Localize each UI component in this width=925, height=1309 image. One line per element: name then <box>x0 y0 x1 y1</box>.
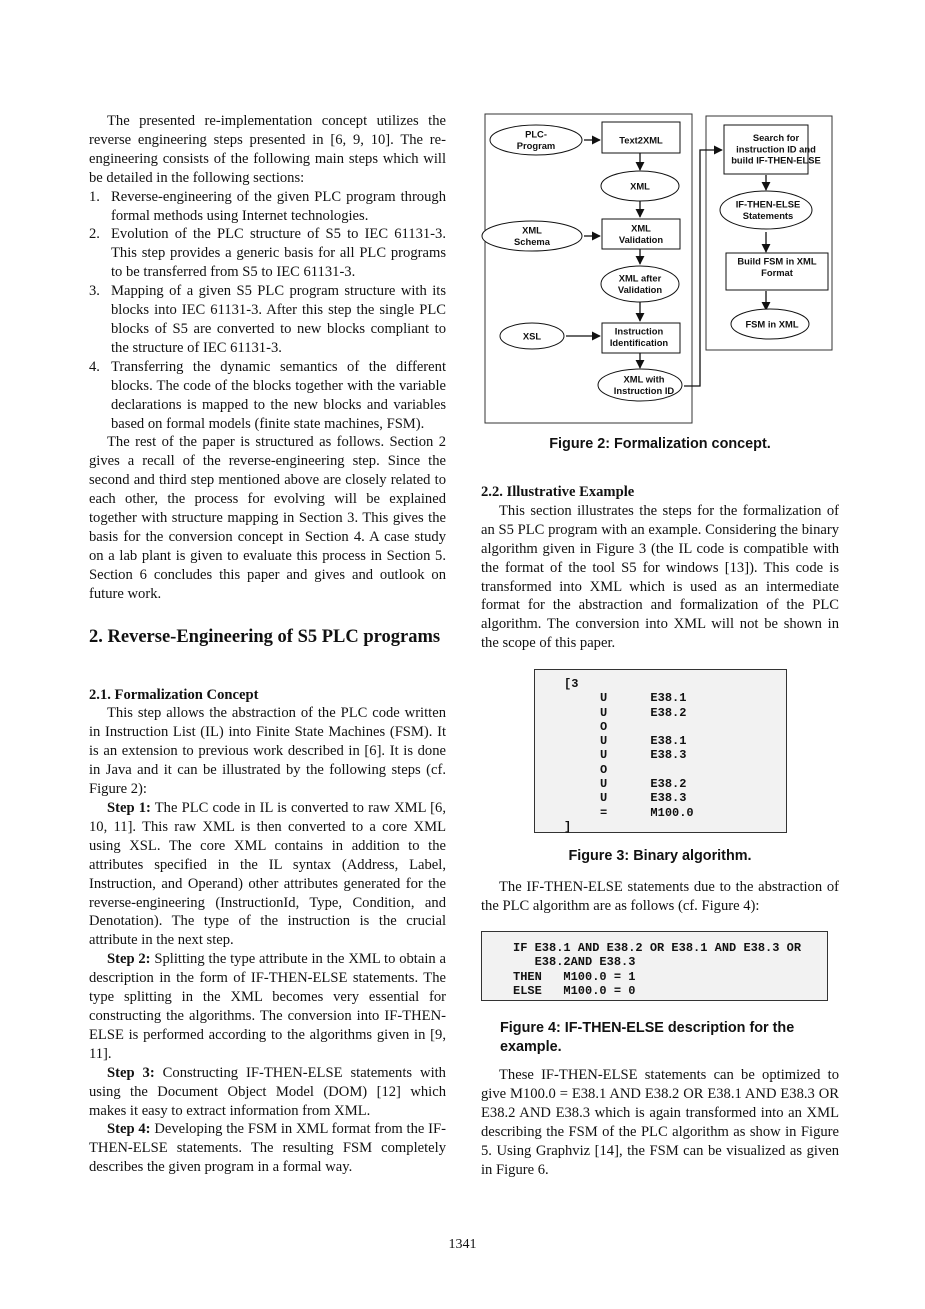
diagram-label-build-fsm: Build FSM in XML Format <box>737 255 817 278</box>
diagram-label-xsl: XSL <box>522 330 542 342</box>
diagram-label-plc-program: PLC-Program <box>516 128 556 151</box>
step-paragraph: Step 2: Splitting the type attribute in the XML to obtain a description in the form of IF-THEN-ELSE statements. The type splitting in the XML becomes very essential for constructing the algorithms. The conversion into IF-THEN-ELSE is performed according to the algorithms given in [9, 11]. <box>89 951 446 1062</box>
diagram-label-text2xml: Text2XML <box>619 134 663 146</box>
final-paragraph: These IF-THEN-ELSE statements can be optimized to give M100.0 = E38.1 AND E38.2 OR E38.1 AND E38.3 OR E38.2 AND E38.3 which is again transformed into an XML describing the FSM of the PLC algorithm as show in Figure 5. Using Graphviz [14], the FSM can be visualized as given in Figure 6. <box>481 1067 839 1178</box>
intro-paragraph: The presented re-implementation concept utilizes the reverse engineering steps presented in [6, 9, 10]. The re-engineering consists of the following main steps which will be detailed in the following sections: <box>89 113 446 186</box>
subsection-heading: 2.1. Formalization Concept <box>89 686 259 703</box>
section-heading: 2. Reverse-Engineering of S5 PLC programs <box>89 626 441 647</box>
fig4-intro-paragraph: The IF-THEN-ELSE statements due to the abstraction of the PLC algorithm are as follows (cf. Figure 4): <box>481 879 839 914</box>
diagram-label-xml: XML <box>630 180 650 192</box>
figure4-caption: Figure 4: IF-THEN-ELSE description for the example. <box>500 1020 795 1055</box>
diagram-label-xml-schema: XML Schema <box>514 224 550 247</box>
figure3-caption: Figure 3: Binary algorithm. <box>568 848 752 864</box>
if-then-else-code: IF E38.1 AND E38.2 OR E38.1 AND E38.3 OR E38.2AND E38.3 THEN M100.0 = 1 ELSE M100.0 = 0 <box>481 931 828 1001</box>
list-item: 1. Reverse-engineering of the given PLC program through formal methods using Internet technologies. <box>89 188 446 224</box>
diagram-label-instruction-identification: Instruction Identification <box>609 325 669 348</box>
formalization-paragraph: This step allows the abstraction of the PLC code written in Instruction List (IL) into Finite State Machines (FSM). It is an extension to previous work described in [6]. It is done in Java and it can be illustrated by the following steps (cf. Figure 2): <box>89 705 446 798</box>
subsection-heading: 2.2. Illustrative Example <box>481 484 635 500</box>
diagram-label-fsm-in-xml: FSM in XML <box>745 318 799 330</box>
diagram-label-xml-after-validation: XML after Validation <box>617 272 663 295</box>
example-paragraph: This section illustrates the steps for the formalization of an S5 PLC program with an example. Considering the binary algorithm given in Figure 3 (the IL code is compatible with the format of the tool S5 for windows [13]). This code is transformed into XML which is used as an intermediate format for the abstraction and formalization of the PLC algorithm. The conversion into XML will not be shown in the scope of this paper. <box>481 502 839 652</box>
diagram-label-if-then-else-statements: IF-THEN-ELSE Statements <box>735 198 801 221</box>
diagram-label-xml-validation: XML Validation <box>618 222 664 245</box>
step-paragraph: Step 3: Constructing IF-THEN-ELSE statements with using the Document Object Model (DOM) [12] which makes it easy to extract information from XML. <box>89 1064 446 1119</box>
list-item: 4. Transferring the dynamic semantics of the different blocks. The code of the blocks together with the variable declarations is mapped to the new blocks and variables based on formal models (finite state machines, FSM). <box>89 358 446 432</box>
figure2-caption: Figure 2: Formalization concept. <box>549 436 771 452</box>
step-paragraph: Step 1: The PLC code in IL is converted to raw XML [6, 10, 11]. This raw XML is then converted to a core XML using XSL. The core XML contains in addition to the attributes specified in the IL syntax (Address, Label, Instruction, and Operand) other attributes generated for the reverse-engineering (InstructionId, Type, Condition, and Denotation). The type of the instruction is the crucial attribute in the next step. <box>89 800 446 949</box>
right-column <box>481 483 839 653</box>
diagram-label-xml-with-instruction-id: XML with Instruction ID <box>613 373 675 396</box>
formalization-diagram <box>0 0 925 440</box>
list-item: 2. Evolution of the PLC structure of S5 to IEC 61131-3. This step provides a generic basis for all PLC programs to be transferred from S5 to IEC 61131-3. <box>89 226 446 281</box>
page-number: 1341 <box>448 1237 477 1252</box>
outline-paragraph: The rest of the paper is structured as follows. Section 2 gives a recall of the reverse-engineering step. Since the second and third step mentioned above are closely related to each other, the process for evolving will be explained together with structure mapping in Section 3. This gives the basis for the conversion concept in Section 4. A case study on a lab plant is given to evaluate this process in Section 5. Section 6 concludes this paper and gives and outlook on future work. <box>89 434 446 602</box>
diagram-label-search: Search for instruction ID and build IF-THEN-ELSE <box>731 132 821 166</box>
step-paragraph: Step 4: Developing the FSM in XML format from the IF-THEN-ELSE statements. The resulting FSM completely describes the given program in a formal way. <box>89 1121 446 1176</box>
list-item: 3. Mapping of a given S5 PLC program structure with its blocks into IEC 61131-3. After this step the single PLC blocks of S5 are converted to new blocks compliant to the structure of IEC 61131-3. <box>89 283 446 356</box>
binary-algorithm-code: [3 U E38.1 U E38.2 O U E38.1 U E38.3 O U E38.2 U E38.3 = M100.0 ] <box>534 669 787 833</box>
